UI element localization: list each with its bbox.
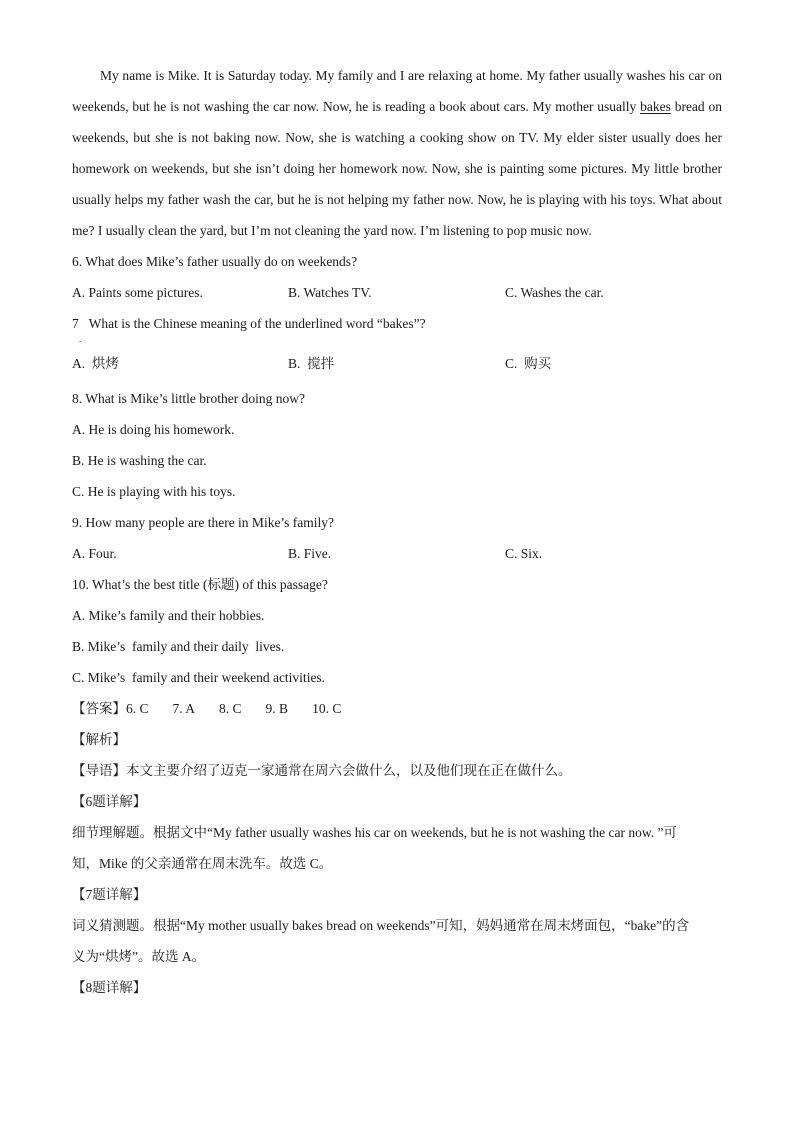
answer-10: 10. C [312, 701, 342, 716]
q6-detail-label: 【6题详解】 [72, 794, 147, 809]
intro-text: 本文主要介绍了迈克一家通常在周六会做什么，以及他们现在正在做什么。 [126, 763, 572, 778]
q7-detail-line-2: 义为“烘烤”。故选 A。 [72, 949, 206, 964]
question-7-options [72, 352, 722, 383]
q8-detail-label: 【8题详解】 [72, 980, 147, 995]
answer-8: 8. C [219, 701, 242, 716]
question-8-stem: 8. What is Mike’s little brother doing now? [72, 391, 305, 406]
answer-key [72, 693, 722, 724]
analysis-label: 【解析】 [72, 732, 126, 747]
question-6-stem: 6. What does Mike’s father usually do on weekends? [72, 254, 358, 269]
question-8-option-c: C. He is playing with his toys. [72, 484, 236, 499]
option-b: B. 搅拌 [288, 356, 335, 371]
question-7-stem: 7 What is the Chinese meaning of the underlined word “bakes”? [72, 316, 426, 331]
question-7-dot: . [79, 334, 82, 344]
answer-6: 6. C [126, 701, 149, 716]
q6-detail-line-1: 细节理解题。根据文中“My father usually washes his car on weekends, but he is not washing the car now. ”可 [72, 825, 678, 840]
passage-text-part1: My name is Mike. It is Saturday today. My family and I are relaxing at home. My father usually washes his car on weekends, but he is not washing the car now. Now, he is reading a book about cars. My mother usually [72, 68, 722, 114]
document-page [72, 60, 722, 1003]
intro-line [72, 755, 722, 786]
answer-label: 【答案】 [72, 701, 126, 716]
q6-detail-line-2: 知，Mike 的父亲通常在周末洗车。故选 C。 [72, 856, 333, 871]
option-a: A. Four. [72, 546, 117, 561]
question-7-stem-block [72, 308, 722, 352]
question-9-options [72, 538, 722, 569]
option-c: C. Six. [505, 546, 543, 561]
question-8-option-a: A. He is doing his homework. [72, 422, 235, 437]
option-c: C. Washes the car. [505, 285, 604, 300]
q7-detail-line-1: 词义猜测题。根据“My mother usually bakes bread on weekends”可知，妈妈通常在周末烤面包，“bake”的含 [72, 918, 690, 933]
question-10-option-b: B. Mike’s family and their daily lives. [72, 639, 285, 654]
answer-9: 9. B [265, 701, 289, 716]
question-10-option-a: A. Mike’s family and their hobbies. [72, 608, 265, 623]
reading-passage [72, 60, 722, 246]
option-c: C. 购买 [505, 356, 552, 371]
underlined-word: bakes [640, 99, 671, 114]
q7-detail-label: 【7题详解】 [72, 887, 147, 902]
question-10-stem: 10. What’s the best title (标题) of this passage? [72, 577, 328, 592]
question-9-stem: 9. How many people are there in Mike’s family? [72, 515, 335, 530]
question-10-option-c: C. Mike’s family and their weekend activities. [72, 670, 326, 685]
passage-text-part2: bread on weekends, but she is not baking now. Now, she is watching a cooking show on TV. My elder sister usually does her homework on weekends, but she isn’t doing her homework now. Now, she is painting some pictures. My little brother usually helps my father wash the car, but he is not helping my father now. Now, he is playing with his toys. What about me? I usually clean the yard, but I’m not cleaning the yard now. I’m listening to pop music now. [72, 99, 723, 238]
question-8-option-b: B. He is washing the car. [72, 453, 207, 468]
option-a: A. 烘烤 [72, 356, 119, 371]
option-a: A. Paints some pictures. [72, 285, 203, 300]
answer-7: 7. A [172, 701, 196, 716]
option-b: B. Five. [288, 546, 332, 561]
intro-label: 【导语】 [72, 763, 126, 778]
option-b: B. Watches TV. [288, 285, 372, 300]
question-6-options [72, 277, 722, 308]
